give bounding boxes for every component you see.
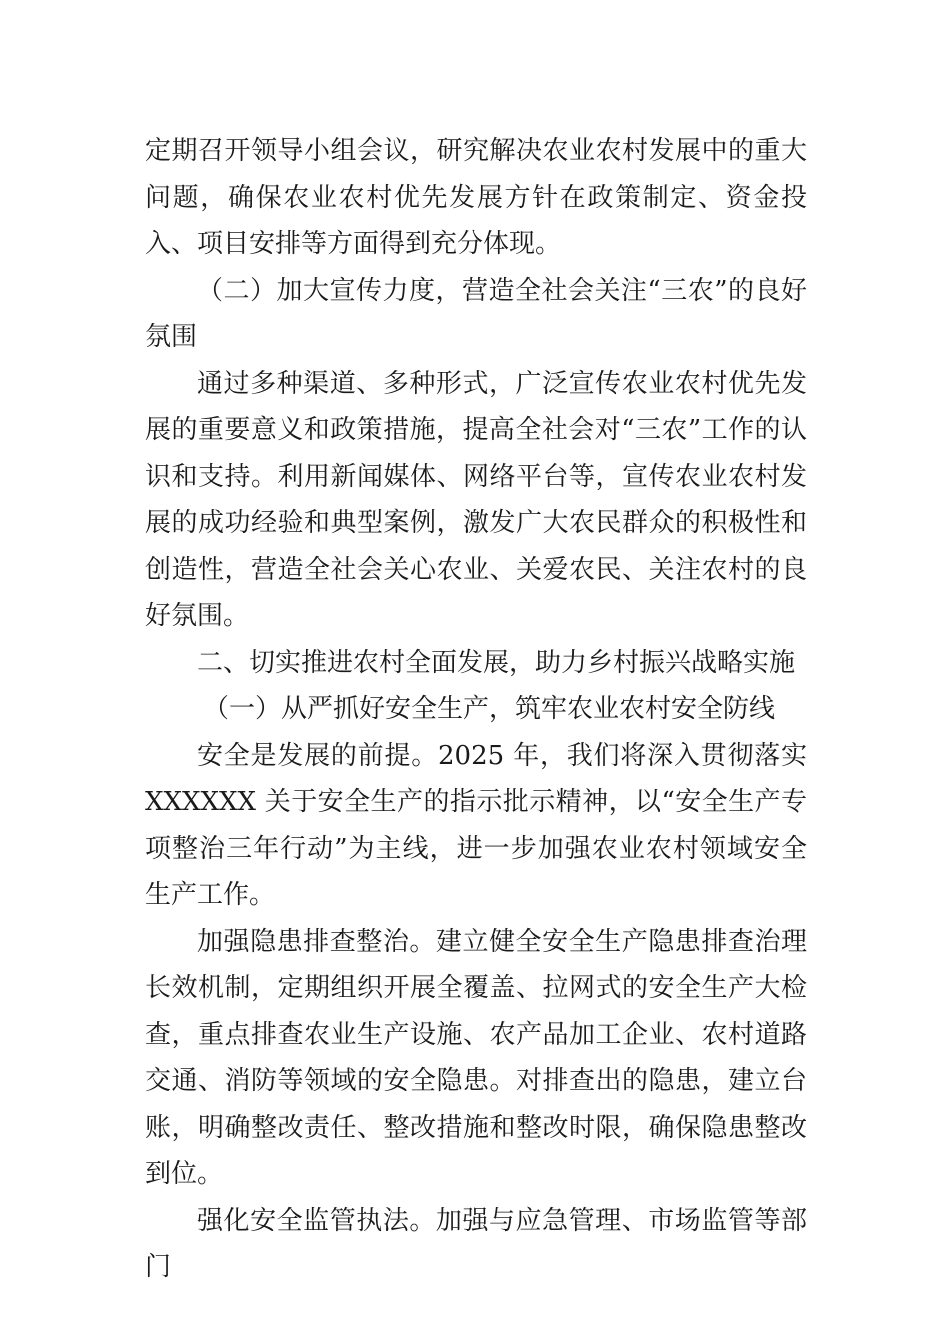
paragraph-safety-intro: 安全是发展的前提。2025 年，我们将深入贯彻落实 XXXXXX 关于安全生产的指示批示精神，以“安全生产专项整治三年行动”为主线，进一步加强农业农村领域安全生产工作。 <box>145 740 807 910</box>
paragraph-publicity: 通过多种渠道、多种形式，广泛宣传农业农村优先发展的重要意义和政策措施，提高全社会对“三农”工作的认识和支持。利用新闻媒体、网络平台等，宣传农业农村发展的成功经验和典型案例，激发广大农民群众的积极性和创造性，营造全社会关心农业、关爱农民、关注农村的良好氛围。 <box>145 368 807 631</box>
sub-heading-safety-production: （一）从严抓好安全生产，筑牢农业农村安全防线 <box>203 694 776 724</box>
section-heading-publicity: （二）加大宣传力度，营造全社会关注“三农”的良好氛围 <box>145 275 807 352</box>
paragraph-supervision: 强化安全监管执法。加强与应急管理、市场监管等部门 <box>145 1205 807 1282</box>
paragraph-hazard-inspection: 加强隐患排查整治。建立健全安全生产隐患排查治理长效机制，定期组织开展全覆盖、拉网式的安全生产大检查，重点排查农业生产设施、农产品加工企业、农村道路交通、消防等领域的安全隐患。对排查出的隐患，建立台账，明确整改责任、整改措施和整改时限，确保隐患整改到位。 <box>145 926 807 1189</box>
section-heading-rural-development: 二、切实推进农村全面发展，助力乡村振兴战略实施 <box>197 647 796 678</box>
paragraph-continuation: 定期召开领导小组会议，研究解决农业农村发展中的重大问题，确保农业农村优先发展方针在政策制定、资金投入、项目安排等方面得到充分体现。 <box>145 136 807 259</box>
document-body <box>145 128 807 1291</box>
